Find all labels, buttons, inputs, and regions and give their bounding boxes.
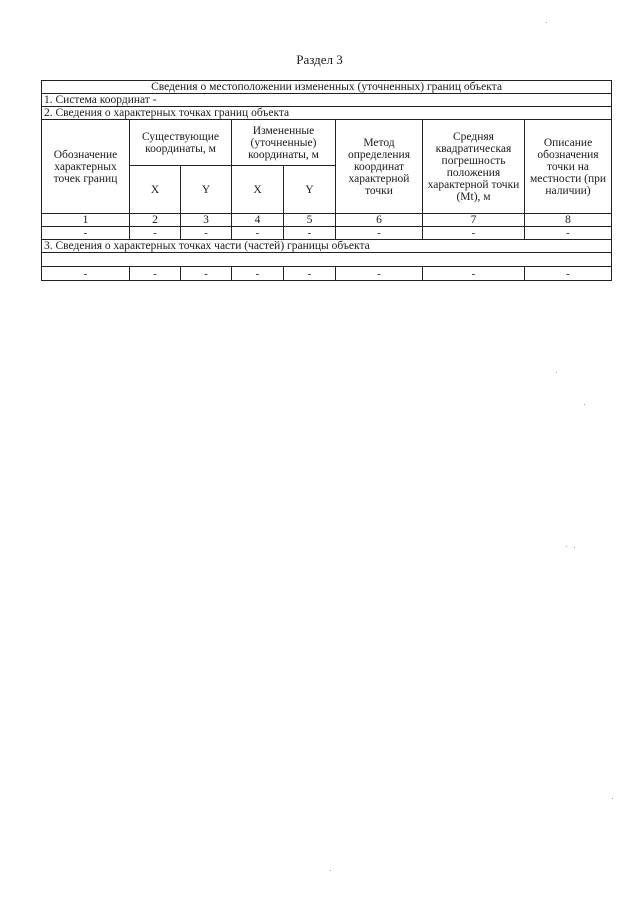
table-cell: - [181,227,232,240]
column-number: 8 [525,214,612,227]
scan-speck [612,798,613,799]
table-cell: - [336,267,423,281]
table-cell: - [42,227,130,240]
table-cell: - [423,267,525,281]
header-existing-x: X [130,166,181,214]
section-title: Раздел 3 [296,52,343,67]
boundary-points-heading: 2. Сведения о характерных точках границ объекта [42,107,612,120]
column-number: 6 [336,214,423,227]
column-number: 7 [423,214,525,227]
header-point-designation: Обозначение характерных точек границ [42,120,130,214]
boundary-parts-heading: 3. Сведения о характерных точках части (частей) границы объекта [42,240,612,253]
header-existing-coordinates: Существующие координаты, м [130,120,232,166]
header-changed-coordinates: Измененные (уточненные) координаты, м [232,120,336,166]
table-title: Сведения о местоположении измененных (уточненных) границ объекта [42,81,612,94]
table-cell: - [232,267,284,281]
header-existing-y: Y [181,166,232,214]
table-cell: - [525,267,612,281]
column-number: 4 [232,214,284,227]
table-cell: - [525,227,612,240]
header-method: Метод определения координат характерной точки [336,120,423,214]
coordinate-system-row: 1. Система координат - [42,94,612,107]
header-changed-y: Y [284,166,336,214]
table-cell: - [284,267,336,281]
scan-speck [330,870,331,871]
scan-speck [566,546,567,547]
scan-speck [556,372,557,373]
header-description: Описание обозначения точки на местности (при наличии) [525,120,612,214]
table-cell: - [423,227,525,240]
header-changed-x: X [232,166,284,214]
table-cell: - [42,267,130,281]
table-cell: - [130,267,181,281]
table-cell: - [130,227,181,240]
boundary-table [41,80,612,281]
column-number: 2 [130,214,181,227]
column-number: 3 [181,214,232,227]
scan-speck [574,547,575,548]
table-cell: - [181,267,232,281]
table-cell: - [232,227,284,240]
column-number: 5 [284,214,336,227]
table-cell: - [284,227,336,240]
header-error: Средняя квадратическая погрешность положения характерной точки (Mt), м [423,120,525,214]
scan-speck [584,404,585,405]
column-number: 1 [42,214,130,227]
scan-speck [546,22,547,23]
table-cell: - [336,227,423,240]
empty-row [42,253,612,267]
